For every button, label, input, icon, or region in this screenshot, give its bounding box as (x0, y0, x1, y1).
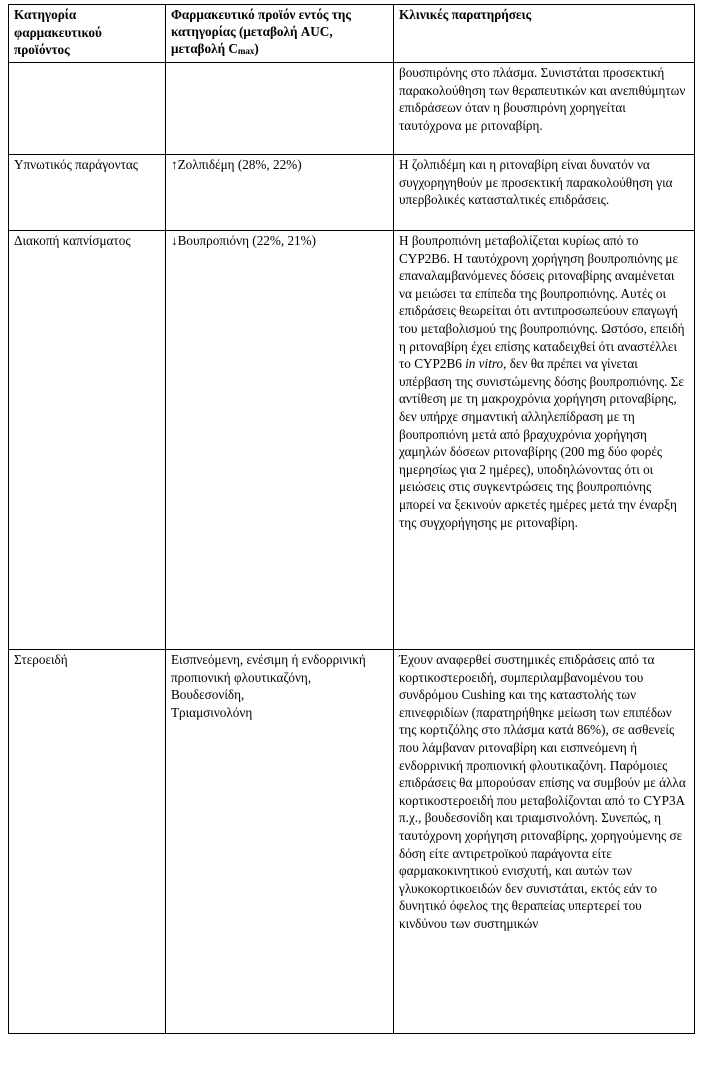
notes-cell: Η ζολπιδέμη και η ριτοναβίρη είναι δυνατόν να συγχορηγηθούν με προσεκτική παρακολούθηση για υπερβολικές κατασταλτικές επιδράσεις. (394, 155, 695, 231)
notes-cell: βουσπιρόνης στο πλάσμα. Συνιστάται προσεκτική παρακολούθηση των θεραπευτικών και ανεπιθύμητων επιδράσεων όταν η βουσπιρόνη χορηγείται ταυτόχρονα με ριτοναβίρη. (394, 63, 695, 155)
product-line: Βουδεσονίδη, (171, 687, 245, 703)
category-cell: Διακοπή καπνίσματος (9, 231, 166, 650)
header-notes (394, 5, 695, 63)
category-cell (9, 63, 166, 155)
header-category-label: Κατηγορία φαρμακευτικού προϊόντος (14, 7, 102, 58)
header-product-sub: max (237, 46, 255, 56)
notes-text-after: , δεν θα πρέπει να γίνεται υπέρβαση της συνιστώμενης δόσης βουπροπιόνης. Σε αντίθεση με τη μακροχρόνια χορήγηση ριτοναβίρης, δεν υπήρχε σημαντική αλληλεπίδραση με τη βουπροπιόνη μετά από βραχυχρόνια χορήγηση χαμηλών δόσεων ριτοναβίρης (200 mg δύο φορές ημερησίως για 2 ημέρες), υποδηλώνοντας ότι οι μειώσεις στις συγκεντρώσεις της βουπροπιόνης μπορεί να ξεκινούν αρκετές ημέρες μετά την έναρξη της συγχορήγησης με ριτοναβίρη. (399, 356, 684, 530)
table-row (9, 155, 695, 231)
category-cell: Στεροειδή (9, 650, 166, 1034)
header-product-close: ) (254, 41, 259, 56)
product-cell (166, 63, 394, 155)
table-row (9, 650, 695, 1034)
interactions-table (8, 4, 695, 1034)
product-cell: ↑Ζολπιδέμη (28%, 22%) (166, 155, 394, 231)
notes-text-italic: in vitro (465, 356, 504, 372)
header-product (166, 5, 394, 63)
header-product-label: Φαρμακευτικό προϊόν εντός της κατηγορίας (μεταβολή AUC, μεταβολή C (171, 7, 351, 56)
notes-cell (394, 231, 695, 650)
product-line: Εισπνεόμενη, ενέσιμη ή ενδορρινική προπιονική φλουτικαζόνη, (171, 652, 366, 685)
notes-cell: Έχουν αναφερθεί συστημικές επιδράσεις από τα κορτικοστεροειδή, συμπεριλαμβανομένου του συνδρόμου Cushing και της καταστολής των επινεφριδίων (παρατηρήθηκε μείωση των επιπέδων της κορτιζόλης στο πλάσμα κατά 86%), σε ασθενείς που λάμβαναν ριτοναβίρη και εισπνεόμενη ή ενδορρινική προπιονική φλουτικαζόνη. Παρόμοιες επιδράσεις θα μπορούσαν επίσης να συμβούν με άλλα κορτικοστεροειδή που μεταβολίζονται από το CYP3A π.χ., βουδεσονίδη και τριαμσινολόνη. Συνεπώς, η ταυτόχρονη χορήγηση ριτοναβίρης, χορηγούμενης σε δόση είτε αντιρετροϊκού παράγοντα είτε φαρμακοκινητικού ενισχυτή, και αυτών των γλυκοκορτικοειδών δεν συνιστάται, εκτός εάν το δυνητικό όφελος της θεραπείας υπερτερεί του κινδύνου των συστημικών (394, 650, 695, 1034)
table-row (9, 231, 695, 650)
category-cell: Υπνωτικός παράγοντας (9, 155, 166, 231)
table-header-row (9, 5, 695, 63)
product-cell: ↓Βουπροπιόνη (22%, 21%) (166, 231, 394, 650)
product-cell (166, 650, 394, 1034)
header-notes-label: Κλινικές παρατηρήσεις (399, 7, 532, 22)
table-row (9, 63, 695, 155)
notes-text-before: Η βουπροπιόνη μεταβολίζεται κυρίως από το CYP2B6. Η ταυτόχρονη χορήγηση βουπροπιόνης με επαναλαμβανόμενες δόσεις ριτοναβίρης αναμένεται να μειώσει τα επίπεδα της βουπροπιόνης. Αυτές οι επιδράσεις θεωρείται ότι αντιπροσωπεύουν επαγωγή του μεταβολισμού της βουπροπιόνης. Ωστόσο, επειδή η ριτοναβίρη έχει επίσης καταδειχθεί ότι αναστέλλει το CYP2B6 (399, 233, 685, 372)
header-category (9, 5, 166, 63)
product-line: Τριαμσινολόνη (171, 704, 253, 720)
